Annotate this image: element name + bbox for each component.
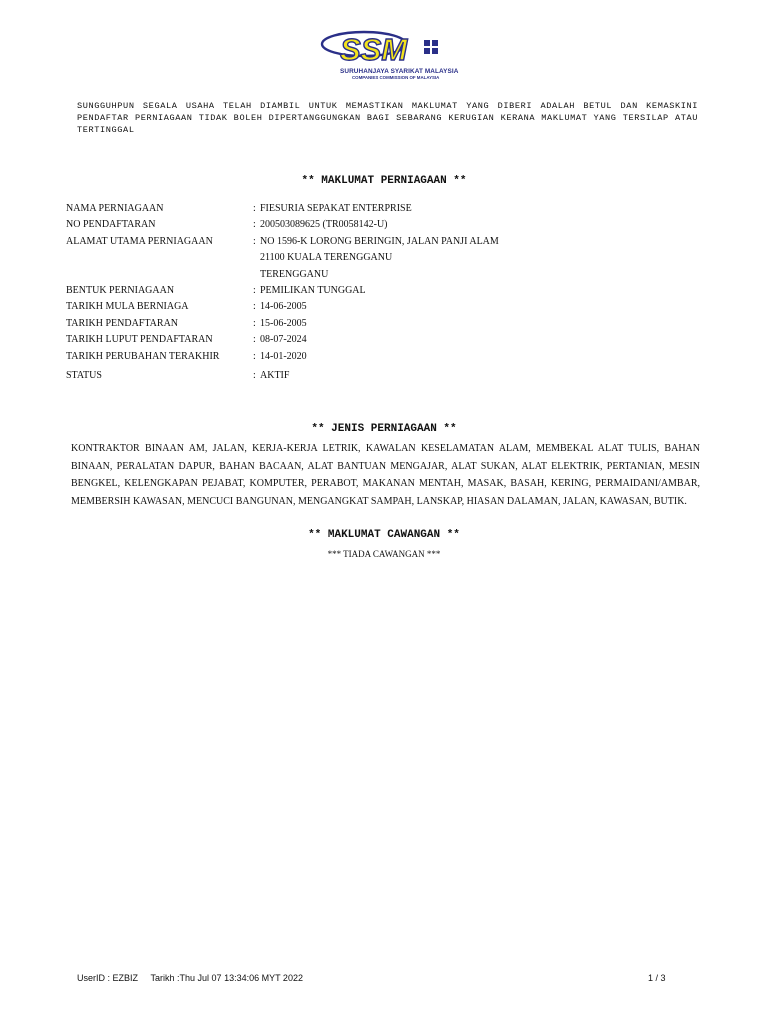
field-label: TARIKH PERUBAHAN TERAKHIR <box>66 350 220 362</box>
tiada-cawangan-text: *** TIADA CAWANGAN *** <box>327 549 441 559</box>
field-colon: : <box>253 334 256 346</box>
field-value: 14-06-2005 <box>260 301 307 313</box>
field-label: TARIKH MULA BERNIAGA <box>66 301 189 313</box>
field-colon: : <box>253 235 256 247</box>
disclaimer-text: SUNGGUHPUN SEGALA USAHA TELAH DIAMBIL UNTUK MEMASTIKAN MAKLUMAT YANG DIBERI ADALAH BETUL DAN KEMASKINI PENDAFTAR PERNIAGAAN TIDAK BOLEH DIPERTANGGUNGKAN BAGI SEBARANG KERUGIAN KERANA MAKLUMAT YANG TERSILAP ATAU TERTINGGAL <box>77 101 698 135</box>
jenis-perniagaan-title: ** JENIS PERNIAGAAN ** <box>311 423 457 435</box>
field-label: STATUS <box>66 369 102 381</box>
maklumat-perniagaan-title: ** MAKLUMAT PERNIAGAAN ** <box>301 175 467 187</box>
logo-subname: COMPANIES COMMISSION OF MALAYSIA <box>352 75 440 80</box>
field-value: 21100 KUALA TERENGGANU <box>260 252 393 264</box>
field-value: 200503089625 (TR0058142-U) <box>260 219 388 231</box>
jenis-perniagaan-text: KONTRAKTOR BINAAN AM, JALAN, KERJA-KERJA LETRIK, KAWALAN KESELAMATAN ALAM, MEMBEKAL ALAT TULIS, BAHAN BINAAN, PERALATAN DAPUR, BAHAN BACAAN, ALAT BANTUAN MENGAJAR, ALAT SUKAN, ALAT ELEKTRIK, PERTANIAN, MESIN BENGKEL, KELENGKAPAN PEJABAT, KOMPUTER, PERABOT, MAKANAN MENTAH, MASAK, BASAH, KERING, PERMAIDANI/AMBAR, MEMBERSIH KAWASAN, MENCUCI BANGUNAN, MENGANGKAT SAMPAH, LANSKAP, HIASAN DALAMAN, JALAN, KAWASAN, BUTIK. <box>71 443 700 507</box>
footer-timestamp: Tarikh :Thu Jul 07 13:34:06 MYT 2022 <box>150 973 303 983</box>
field-label: TARIKH PENDAFTARAN <box>66 317 179 329</box>
logo-mark-text: SSM <box>340 32 408 67</box>
field-label: TARIKH LUPUT PENDAFTARAN <box>66 334 213 346</box>
field-colon: : <box>253 350 256 362</box>
field-colon: : <box>253 219 256 231</box>
field-value: FIESURIA SEPAKAT ENTERPRISE <box>260 203 412 214</box>
maklumat-cawangan-title: ** MAKLUMAT CAWANGAN ** <box>308 529 460 541</box>
field-colon: : <box>253 317 256 329</box>
field-label: NO PENDAFTARAN <box>66 219 156 231</box>
field-value: TERENGGANU <box>260 268 329 280</box>
field-value: NO 1596-K LORONG BERINGIN, JALAN PANJI ALAM <box>260 235 499 247</box>
field-colon: : <box>253 301 256 313</box>
field-value: 15-06-2005 <box>260 317 307 329</box>
field-value: AKTIF <box>260 369 290 381</box>
field-value: PEMILIKAN TUNGGAL <box>260 284 366 296</box>
page-number: 1 / 3 <box>648 973 666 983</box>
footer <box>77 973 303 983</box>
ssm-logo-mark-icon <box>320 30 450 70</box>
logo-name: SURUHANJAYA SYARIKAT MALAYSIA <box>340 68 459 75</box>
field-colon: : <box>253 203 256 214</box>
field-colon: : <box>253 284 256 296</box>
field-value: 08-07-2024 <box>260 334 307 346</box>
field-label: BENTUK PERNIAGAAN <box>66 284 175 296</box>
field-label: ALAMAT UTAMA PERNIAGAAN <box>66 235 213 247</box>
field-label: NAMA PERNIAGAAN <box>66 203 164 214</box>
field-value: 14-01-2020 <box>260 350 307 362</box>
footer-user-id: UserID : EZBIZ <box>77 973 139 983</box>
field-colon: : <box>253 369 256 381</box>
